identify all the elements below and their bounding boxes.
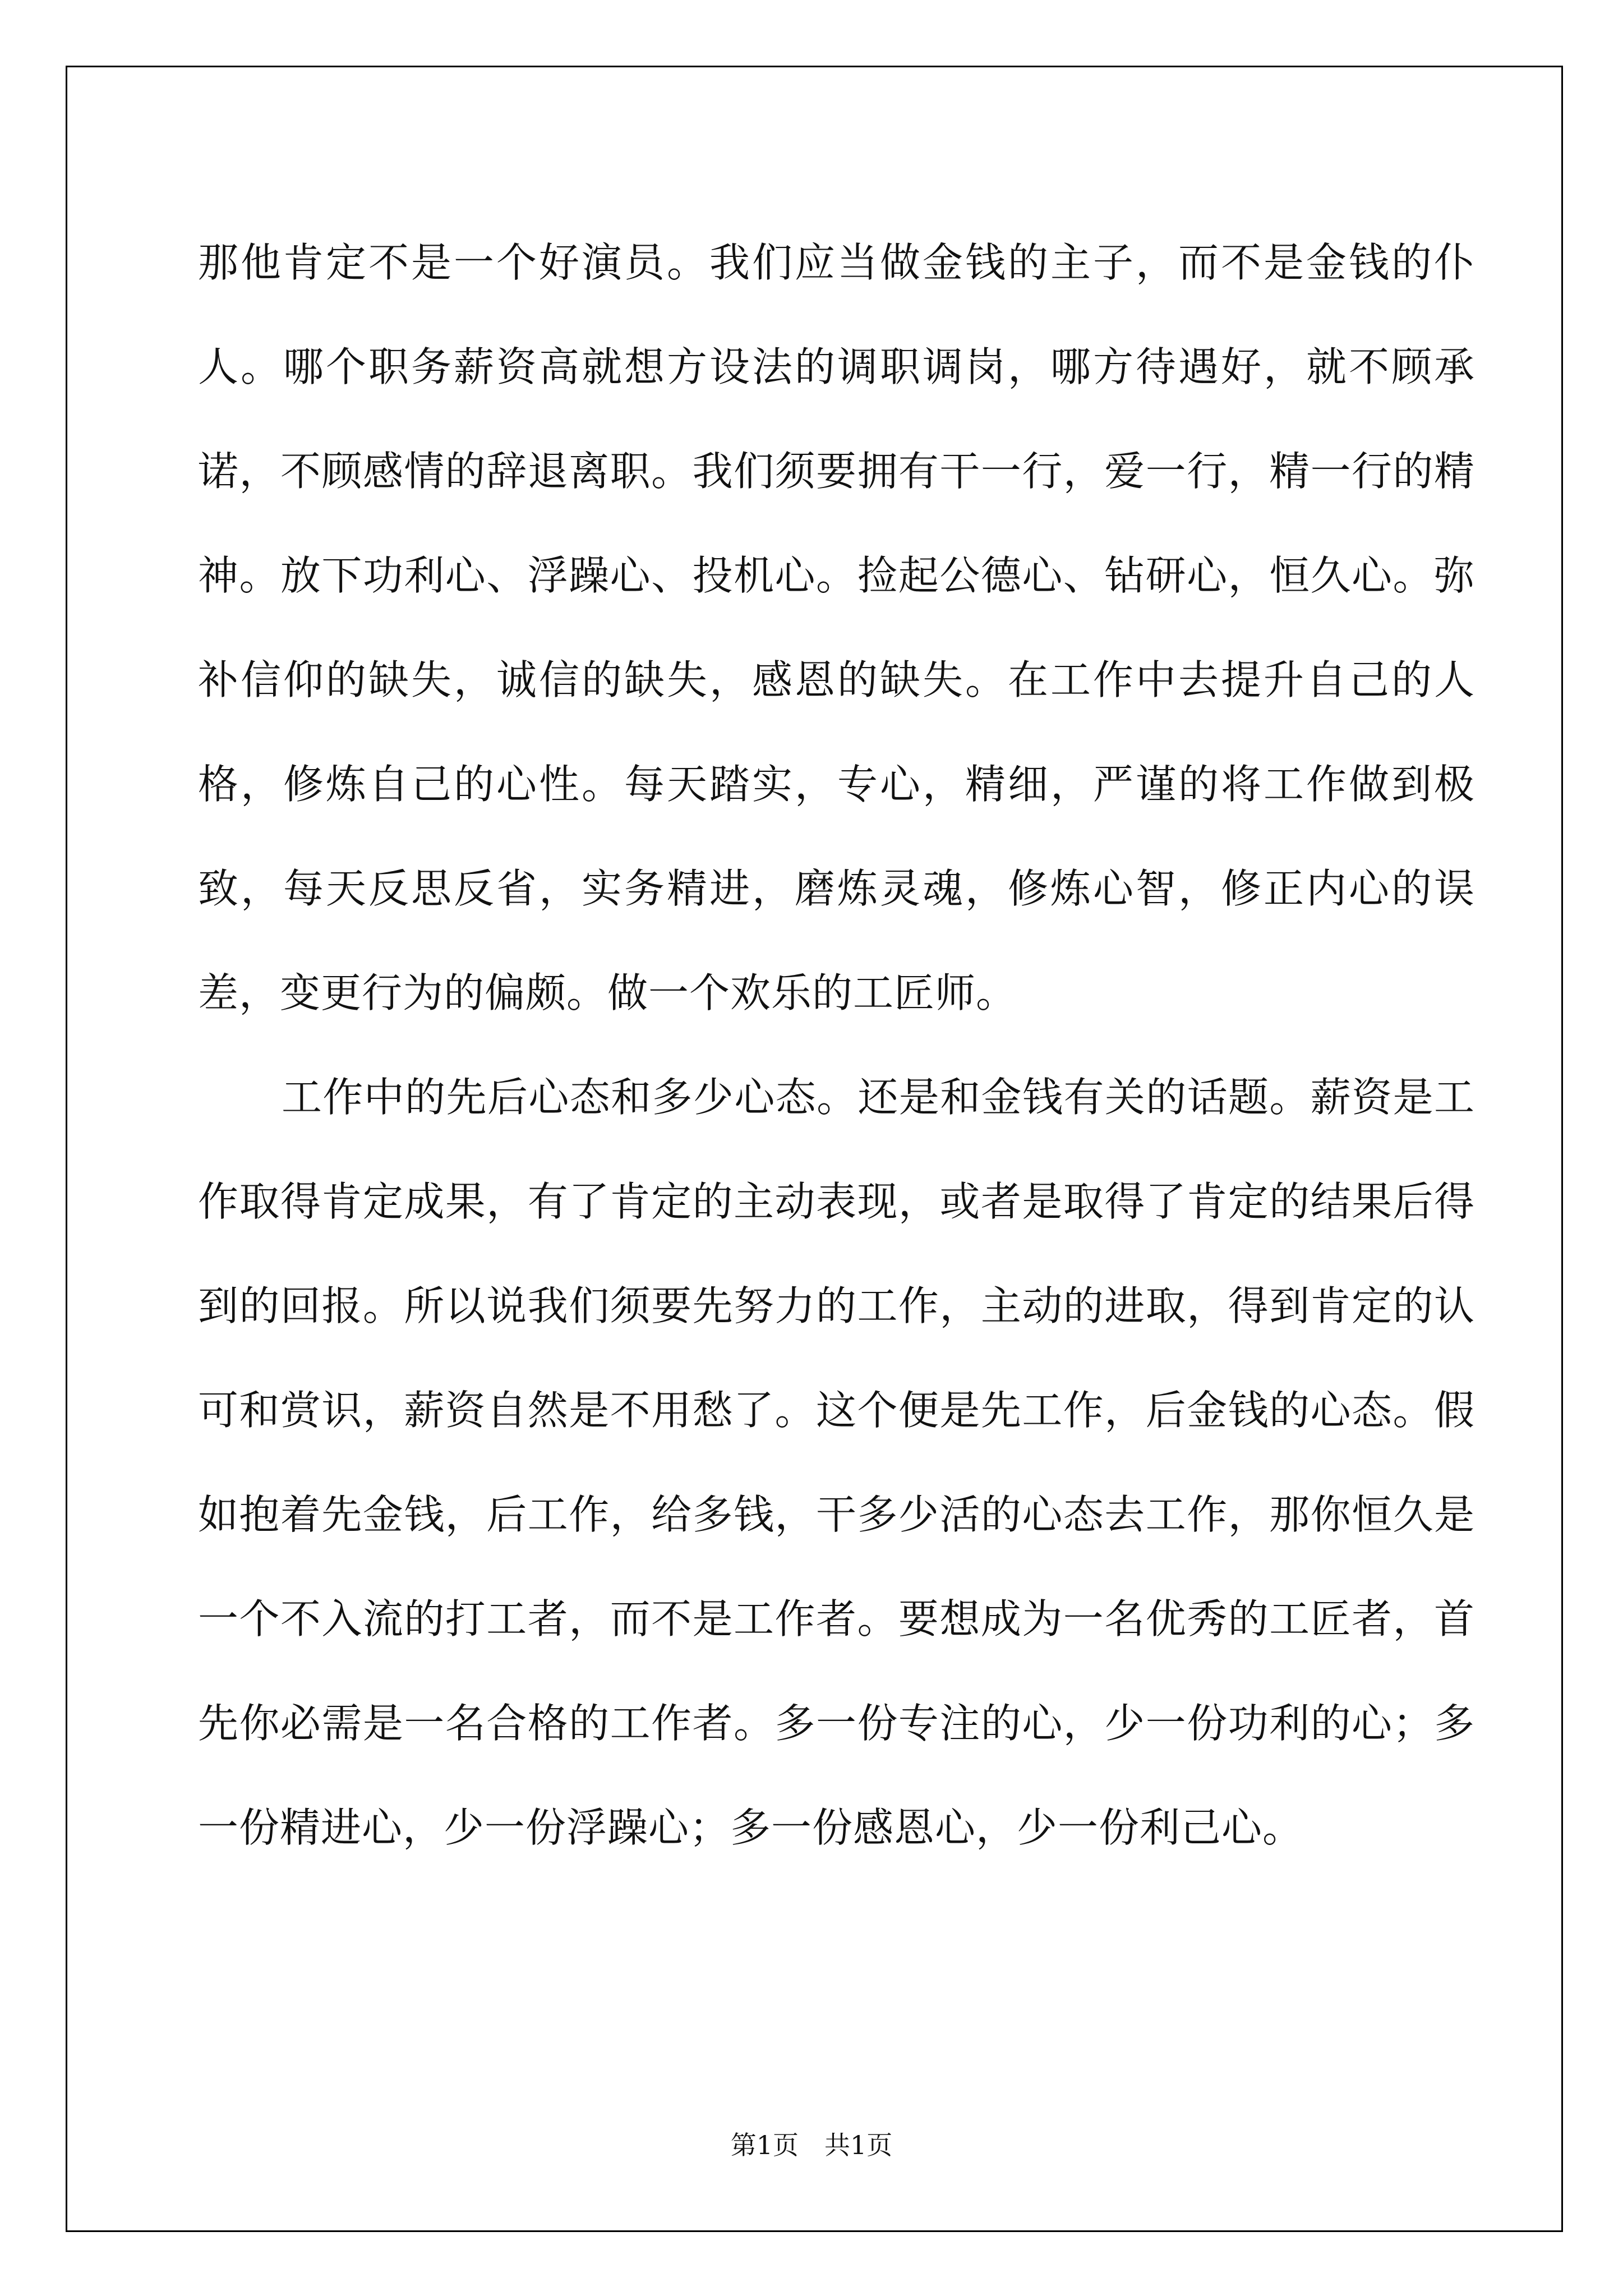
- page-number-footer: 第1页 共1页: [730, 2130, 893, 2160]
- paragraph-1: 那他肯定不是一个好演员。我们应当做金钱的主子，而不是金钱的仆人。哪个职务薪资高就想方设法的调职调岗，哪方待遇好，就不顾承诺，不顾感情的辞退离职。我们须要拥有干一行，爱一行，精一行的精神。放下功利心、浮躁心、投机心。捡起公德心、钻研心，恒久心。弥补信仰的缺失，诚信的缺失，感恩的缺失。在工作中去提升自己的人格，修炼自己的心性。每天踏实，专心，精细，严谨的将工作做到极致，每天反思反省，实务精进，磨炼灵魂，修炼心智，修正内心的误差，变更行为的偏颇。做一个欢乐的工匠师。: [198, 239, 1475, 1016]
- document-body: [198, 210, 1475, 1880]
- paragraph-2: 工作中的先后心态和多少心态。还是和金钱有关的话题。薪资是工作取得肯定成果，有了肯定的主动表现，或者是取得了肯定的结果后得到的回报。所以说我们须要先努力的工作，主动的进取，得到肯定的认可和赏识，薪资自然是不用愁了。这个便是先工作，后金钱的心态。假如抱着先金钱，后工作，给多钱，干多少活的心态去工作，那你恒久是一个不入流的打工者，而不是工作者。要想成为一名优秀的工匠者，首先你必需是一名合格的工作者。多一份专注的心，少一份功利的心；多一份精进心，少一份浮躁心；多一份感恩心，少一份利己心。: [198, 1074, 1475, 1851]
